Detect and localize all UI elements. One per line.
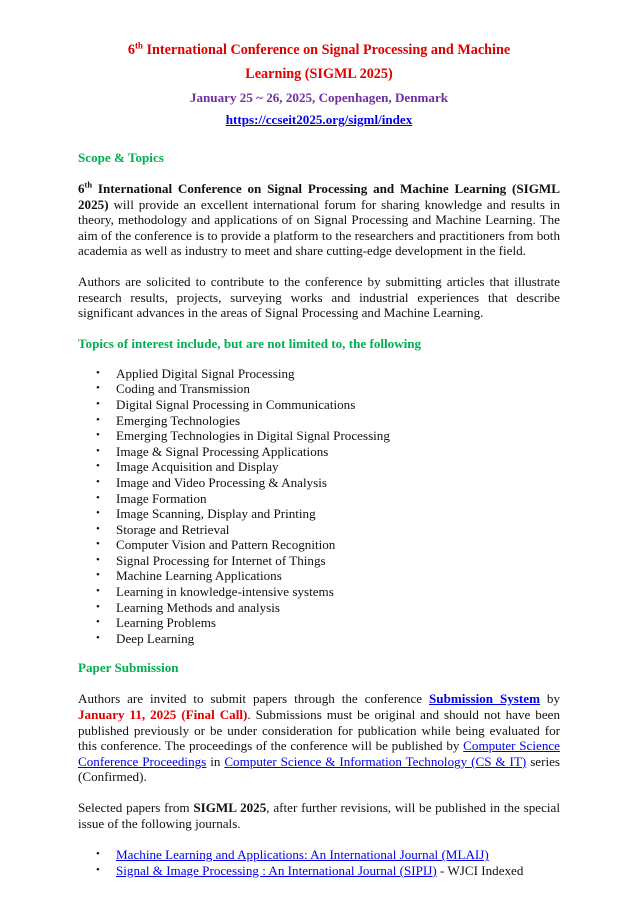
topic-list-item [96, 396, 560, 413]
scope-p1-number: 6 [78, 181, 85, 196]
conference-url[interactable] [78, 111, 560, 129]
topic-list-item [96, 630, 560, 647]
topic-list-item [96, 365, 560, 382]
submission-p1-text-d: in [206, 753, 225, 769]
submission-heading: Paper Submission [78, 660, 179, 676]
cscp-link[interactable]: Computer Science Conference Proceedings [78, 738, 560, 769]
topic-list-item [96, 615, 560, 631]
conference-dates: January 25 ~ 26, 2025, Copenhagen, Denmark [189, 90, 449, 105]
bullet-icon: • [96, 616, 100, 629]
topic-list-item [96, 459, 560, 475]
topic-label: Image and Video Processing & Analysis [116, 474, 327, 490]
bullet-icon: • [96, 631, 100, 644]
bullet-icon: • [96, 382, 100, 395]
topic-list-item [96, 584, 560, 600]
scope-paragraph-2: Authors are solicited to contribute to the conference by submitting articles that illustrate research results, projects, surveying works and industrial experiences that describe significant advances in the areas of Signal Processing and Machine Learning. [78, 273, 560, 321]
journal-link[interactable]: Signal & Image Processing : An International Journal (SIPIJ) [116, 862, 437, 878]
topic-list-item [96, 412, 560, 429]
bullet-icon: • [96, 848, 100, 861]
topic-label: Machine Learning Applications [116, 568, 282, 584]
submission-paragraph-2 [78, 800, 560, 831]
journal-list-item [96, 847, 560, 863]
bullet-icon: • [96, 413, 100, 426]
submission-p2-text-a: Selected papers from [78, 800, 194, 815]
scope-p1-bold: International Conference on Signal Processing and Machine Learning (SIGML 2025) [78, 181, 560, 212]
conference-title [78, 38, 560, 86]
bullet-icon: • [96, 460, 100, 473]
topic-label: Coding and Transmission [116, 381, 250, 397]
journal-link[interactable]: Machine Learning and Applications: An International Journal (MLAIJ) [116, 847, 489, 863]
topic-label: Computer Vision and Pattern Recognition [116, 537, 336, 553]
bullet-icon: • [96, 600, 100, 613]
bullet-icon: • [96, 553, 100, 566]
bullet-icon: • [96, 366, 100, 379]
bullet-icon: • [96, 522, 100, 535]
topic-list-item [96, 568, 560, 584]
scope-p1-text: will provide an excellent international forum for sharing knowledge and results in theory, methodology and applications of on Signal Processing and Machine Learning. The aim of the conference is to provide a platform to the researchers and practitioners from both academia as well as industry to meet and share cutting-edge development in the field. [78, 196, 560, 259]
topic-label: Learning in knowledge-intensive systems [116, 584, 334, 600]
title-number: 6 [127, 42, 135, 58]
submission-p1-text-e: series (Confirmed). [78, 753, 561, 785]
topic-list-item [96, 506, 560, 522]
scope-p1-superscript: th [84, 179, 93, 190]
submission-p2-bold: SIGML 2025 [193, 800, 267, 815]
title-line-1: International Conference on Signal Processing and Machine [142, 42, 511, 58]
submission-paragraph-1 [78, 691, 560, 785]
submission-system-link[interactable]: Submission System [429, 691, 540, 707]
bullet-icon: • [96, 491, 100, 504]
topic-label: Image Formation [116, 490, 207, 506]
scope-heading: Scope & Topics [78, 150, 164, 165]
topic-label: Image & Signal Processing Applications [116, 443, 329, 459]
bullet-icon: • [96, 429, 100, 442]
topic-label: Signal Processing for Internet of Things [116, 552, 326, 568]
submission-p1-text-c: . Submissions must be original and should not have been published previously or be under consideration for publication while being evaluated for this conference. The proceedings of the conference will be published by [78, 707, 561, 754]
bullet-icon: • [96, 397, 100, 410]
scope-paragraph-1 [78, 181, 560, 259]
topic-list-item [96, 381, 560, 397]
title-superscript: th [134, 40, 143, 51]
submission-p1-text-a: Authors are invited to submit papers through the conference [78, 691, 429, 707]
topic-label: Learning Problems [116, 615, 216, 631]
bullet-icon: • [96, 444, 100, 457]
bullet-icon: • [96, 507, 100, 520]
topic-label: Storage and Retrieval [116, 521, 230, 537]
bullet-icon: • [96, 475, 100, 488]
bullet-icon: • [96, 585, 100, 598]
journal-suffix: - WJCI Indexed [436, 862, 524, 878]
journal-list-item [96, 862, 560, 879]
topic-list-item [96, 599, 560, 616]
topic-label: Image Acquisition and Display [116, 459, 279, 475]
topic-label: Emerging Technologies in Digital Signal Processing [116, 428, 390, 444]
bullet-icon: • [96, 863, 100, 876]
bullet-icon: • [96, 538, 100, 551]
topic-list-item [96, 474, 560, 491]
journals-list [78, 847, 560, 878]
topic-label: Image Scanning, Display and Printing [116, 506, 316, 522]
title-line-2: Learning (SIGML 2025) [245, 66, 393, 82]
topic-label: Digital Signal Processing in Communications [116, 396, 356, 412]
topic-list-item [96, 521, 560, 538]
submission-p2-text-b: , after further revisions, will be published in the special issue of the following journals. [78, 800, 561, 831]
submission-deadline: January 11, 2025 (Final Call) [78, 707, 248, 723]
bullet-icon: • [96, 569, 100, 582]
topics-list [78, 366, 560, 647]
topic-list-item [96, 443, 560, 460]
submission-p1-text-b: by [539, 691, 560, 707]
conference-url-link[interactable]: https://ccseit2025.org/sigml/index [225, 112, 413, 127]
topic-label: Emerging Technologies [116, 412, 241, 428]
topic-label: Applied Digital Signal Processing [116, 365, 295, 381]
topic-label: Learning Methods and analysis [116, 599, 280, 615]
topic-list-item [96, 490, 560, 507]
topic-list-item [96, 537, 560, 553]
topic-list-item [96, 428, 560, 444]
topic-label: Deep Learning [116, 630, 195, 646]
csit-link[interactable]: Computer Science & Information Technology (CS & IT) [224, 753, 527, 769]
topic-list-item [96, 552, 560, 569]
topics-heading: Topics of interest include, but are not limited to, the following [78, 335, 422, 351]
